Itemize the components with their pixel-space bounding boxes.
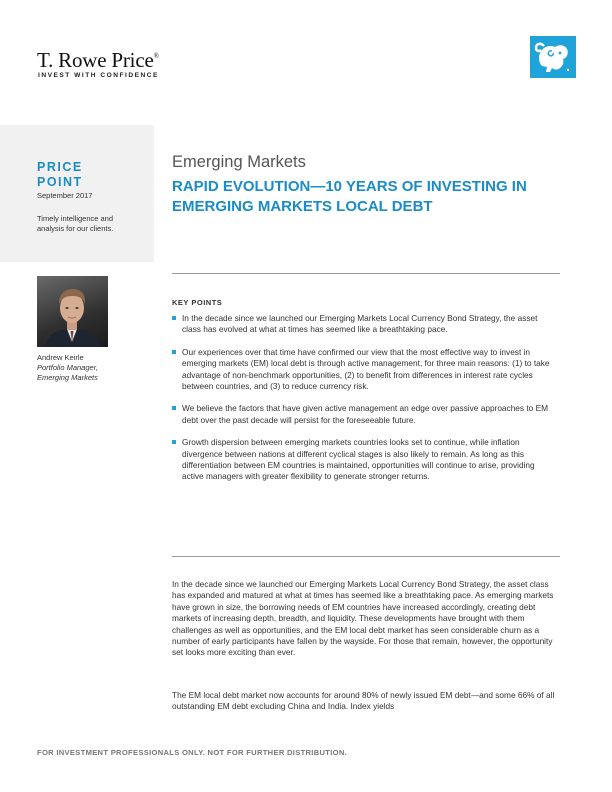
body-paragraph: The EM local debt market now accounts for around 80% of newly issued EM debt—and some 66% of all outstanding EM debt excluding China and India. Index yields [172,690,555,712]
bullet-icon [172,350,176,354]
key-point-text: Our experiences over that time have confirmed our view that the most effective way to invest in emerging markets (EM) local debt is through active management, for three main reasons: (1) to take advantage of non-benchmark opportunities, (2) to benefit from differences in interest rate cycles between countries, and (3) to reduce currency risk. [182,346,550,392]
key-points-list [172,313,557,494]
bullet-icon [172,440,176,444]
author-name: Andrew Keirle [37,353,84,362]
author-role [37,363,147,383]
company-logo-name: T. Rowe Price [37,48,154,72]
divider-top [172,273,560,274]
price-point-title [37,160,83,190]
price-point-title-line1: PRICE [37,160,83,174]
key-point-item [172,313,557,336]
publication-date: September 2017 [37,191,93,200]
author-role-line2: Emerging Markets [37,373,98,382]
key-points-heading: KEY POINTS [172,298,223,307]
key-point-item [172,437,557,483]
author-photo [37,276,108,347]
divider-bottom [172,556,560,557]
section-label: Emerging Markets [172,153,306,171]
bullet-icon [172,406,176,410]
body-paragraph: In the decade since we launched our Emerging Markets Local Currency Bond Strategy, the asset class has expanded and matured at what at times has seemed like a breathtaking pace. As emerging markets have grown in size, the borrowing needs of EM countries have increased accordingly, creating debt markets of increasing depth, breadth, and liquidity. These developments have brought with them challenges as well as opportunities, and the EM local debt market has seen considerable churn as a number of early participants have fallen by the wayside. For those that remain, however, the opportunity set looks more exciting than ever. [172,579,554,658]
author-role-line1: Portfolio Manager, [37,363,98,372]
price-point-title-line2: POINT [37,175,83,189]
distribution-notice: FOR INVESTMENT PROFESSIONALS ONLY. NOT FOR FURTHER DISTRIBUTION. [37,748,348,757]
key-point-text: Growth dispersion between emerging markets countries looks set to continue, while inflation divergence between nations at different cyclical stages is also likely to remain. As long as this differentiation between EM countries is maintained, opportunities will continue to arise, providing active managers with greater flexibility to generate stronger returns. [182,437,535,482]
key-point-text: We believe the factors that have given active management an edge over passive approaches to EM debt over the past decade will persist for the foreseeable future. [182,403,549,425]
key-point-item [172,347,557,393]
price-point-tagline: Timely intelligence and analysis for our clients. [37,214,114,233]
ram-logo-icon [530,36,576,78]
key-point-text: In the decade since we launched our Emerging Markets Local Currency Bond Strategy, the asset class has evolved at what at times has seemed like a breathtaking pace. [182,313,538,335]
page-title: RAPID EVOLUTION—10 YEARS OF INVESTING IN EMERGING MARKETS LOCAL DEBT [172,178,527,215]
company-logo [37,48,159,73]
key-point-item [172,403,557,426]
logo-tagline: INVEST WITH CONFIDENCE [38,72,159,79]
bullet-icon [172,316,176,320]
registered-mark: ® [153,52,159,60]
